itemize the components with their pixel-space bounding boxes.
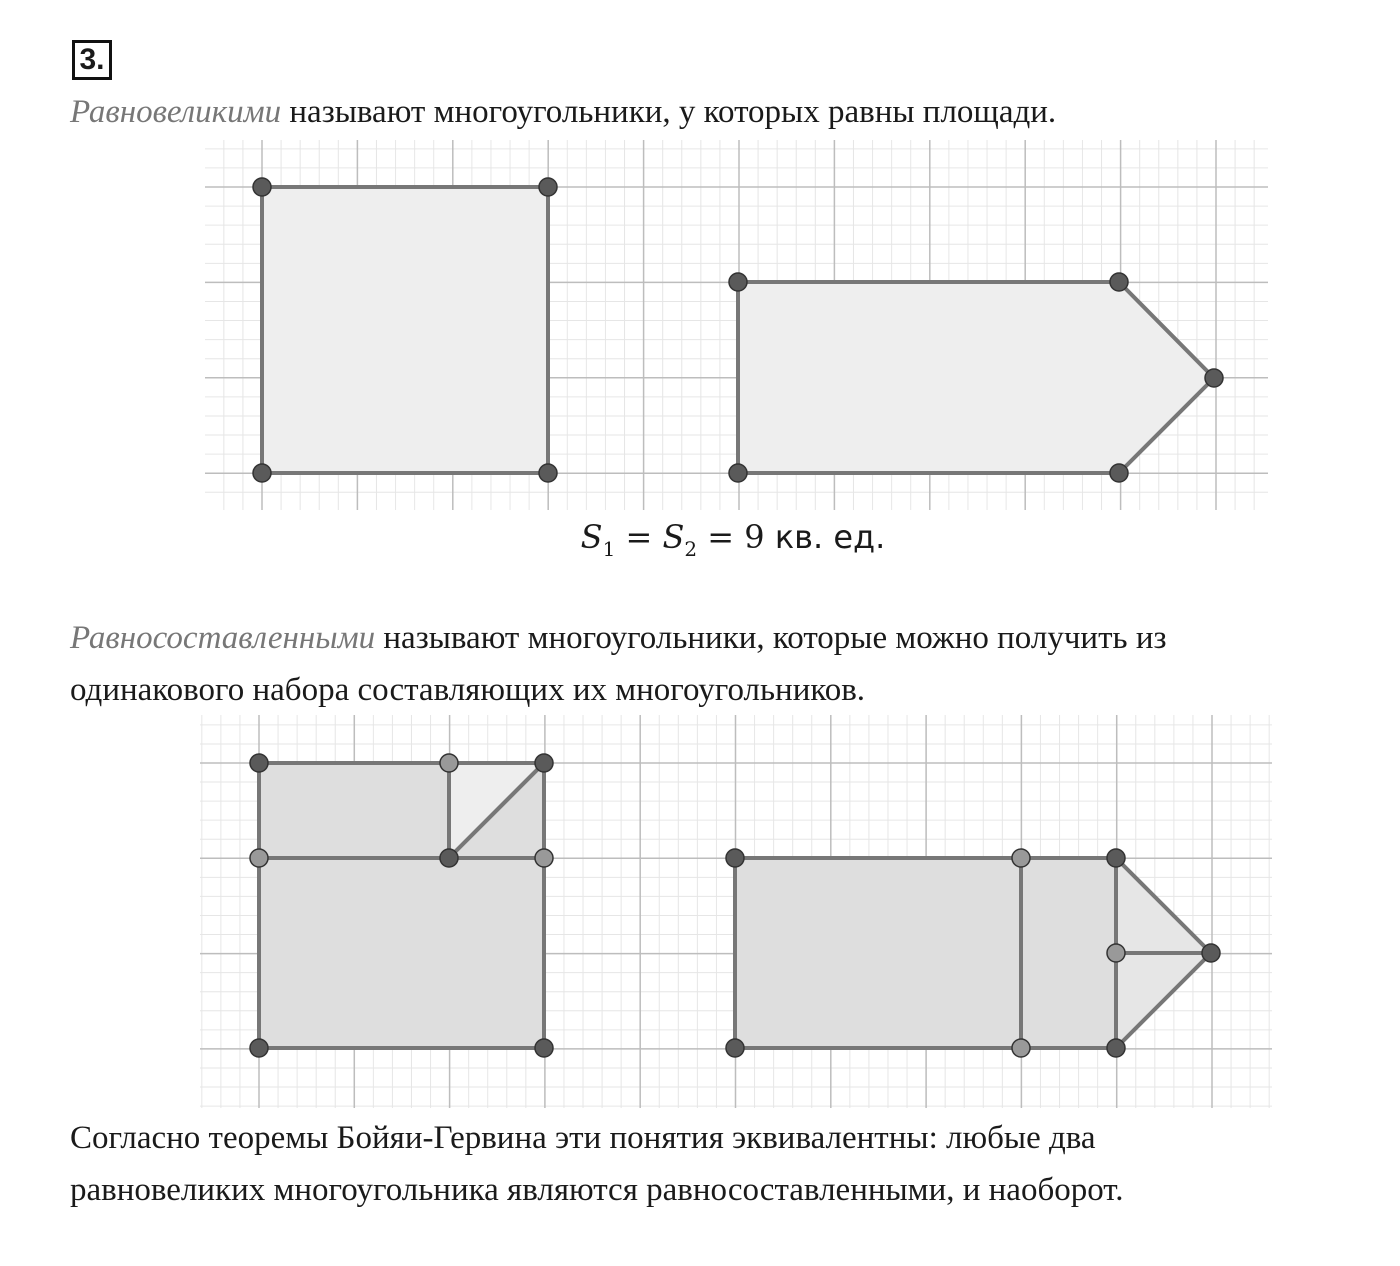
piece-main-rect-right — [735, 858, 1021, 1048]
exercise-number: 3. — [72, 40, 112, 80]
area-formula: $S_1 = S_2 = 9$ кв. ед. — [580, 518, 886, 561]
pentagon-decomposition — [735, 858, 1211, 1048]
term-equal-area: Равновеликими — [70, 94, 282, 130]
theorem-line-1: Согласно теоремы Бойяи-Гервина эти понятия эквивалентны: любые два — [70, 1120, 1096, 1156]
vertex-point — [1107, 849, 1125, 867]
piece-main-rect — [259, 858, 544, 1048]
vertex-point — [535, 1039, 553, 1057]
piece-tip-triangle-bottom — [1116, 953, 1211, 1048]
vertex-point — [535, 754, 553, 772]
piece-top-rect — [259, 763, 449, 858]
vertex-point — [250, 1039, 268, 1057]
piece-tip-triangle-top — [1116, 858, 1211, 953]
theorem-line-2: равновеликих многоугольника являются равносоставленными, и наоборот. — [70, 1172, 1124, 1208]
vertex-point — [250, 849, 268, 867]
term-equidecomposable: Равносоставленными — [70, 620, 376, 656]
vertex-point — [440, 849, 458, 867]
vertex-point — [1107, 1039, 1125, 1057]
piece-side-rect — [1021, 858, 1116, 1048]
vertex-point — [535, 849, 553, 867]
definition-equal-area-text: называют многоугольники, у которых равны площади. — [281, 94, 1057, 130]
definition-equidecomposable-text-1: называют многоугольники, которые можно получить из — [375, 620, 1167, 656]
vertex-point — [1012, 1039, 1030, 1057]
square-decomposition — [259, 763, 544, 1048]
vertex-point — [1202, 944, 1220, 962]
vertex-point — [726, 849, 744, 867]
vertex-point — [726, 1039, 744, 1057]
vertex-point — [1012, 849, 1030, 867]
definition-equidecomposable-text-2: одинакового набора составляющих их многоугольников. — [70, 672, 866, 708]
vertex-point — [250, 754, 268, 772]
vertex-point — [440, 754, 458, 772]
theorem-text — [70, 1112, 1124, 1216]
vertex-point — [1107, 944, 1125, 962]
